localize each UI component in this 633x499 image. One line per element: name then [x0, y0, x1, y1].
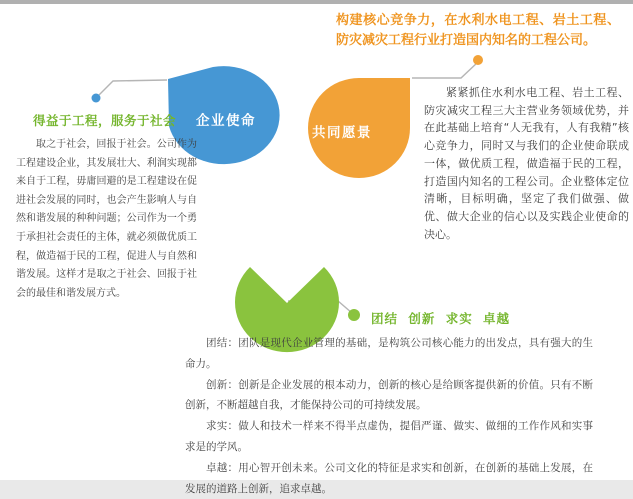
vision-body-paragraph [424, 84, 629, 243]
spirit-item-unity: 团结：团队是现代企业管理的基础，是构筑公司核心能力的出发点，具有强大的生命力。 [185, 337, 593, 370]
mission-body-text: 取之于社会，回报于社会。公司作为工程建设企业，其发展壮大、利润实现都来自于工程，毋庸回避的是工程建设在促进社会发展的同时，也会产生影响人与自然和谐发展的种种问题；公司作为一个勇于承担社会责任的主体，就必须做优质工程，做造福于民的工程，促进人与自然和谐发展。这样才是取之于社会、回报于社会的最佳和谐发展方式。 [16, 139, 197, 299]
vision-connector-line [412, 62, 478, 78]
spirit-shape-label: 企业精神 [257, 234, 317, 250]
mission-shape-label: 企业使命 [196, 113, 256, 129]
vision-shape-label: 共同愿景 [312, 125, 372, 141]
spirit-heading: 团结 创新 求实 卓越 [371, 311, 511, 326]
spirit-item-excellence: 卓越：用心智开创未来。公司文化的特征是求实和创新，在创新的基础上发展，在发展的道路上创新，追求卓越。 [185, 461, 593, 495]
vision-dot-icon [473, 55, 483, 65]
spirit-item-pragmatism: 求实：做人和技术一样来不得半点虚伪，提倡严谨、做实、做细的工作作风和实事求是的学风。 [185, 420, 593, 453]
mission-dot-icon [92, 94, 101, 103]
spirit-values-list [185, 333, 593, 499]
mission-heading: 得益于工程，服务于社会 [33, 113, 177, 128]
spirit-item-innovation: 创新：创新是企业发展的根本动力，创新的核心是给顾客提供新的价值。只有不断创新，不断超越自我，才能保持公司的可持续发展。 [185, 378, 593, 412]
vision-heading: 构建核心竞争力，在水利水电工程、岩土工程、防灾减灾工程行业打造国内知名的工程公司。 [336, 13, 620, 48]
spirit-bullet-dot-icon [348, 309, 360, 321]
mission-body-paragraph [16, 136, 197, 303]
vision-body-text: 紧紧抓住水利水电工程、岩土工程、防灾减灾工程三大主营业务领域优势，并在此基础上培育“人无我有，人有我精”核心竞争力，同时又与我们的企业使命联成一体，做优质工程，做造福于民的工程，打造国内知名的工程公司。企业整体定位清晰，目标明确，坚定了我们做强、做优、做大企业的信心以及实践企业使命的决心。 [424, 86, 629, 241]
mission-connector-line [97, 80, 167, 97]
